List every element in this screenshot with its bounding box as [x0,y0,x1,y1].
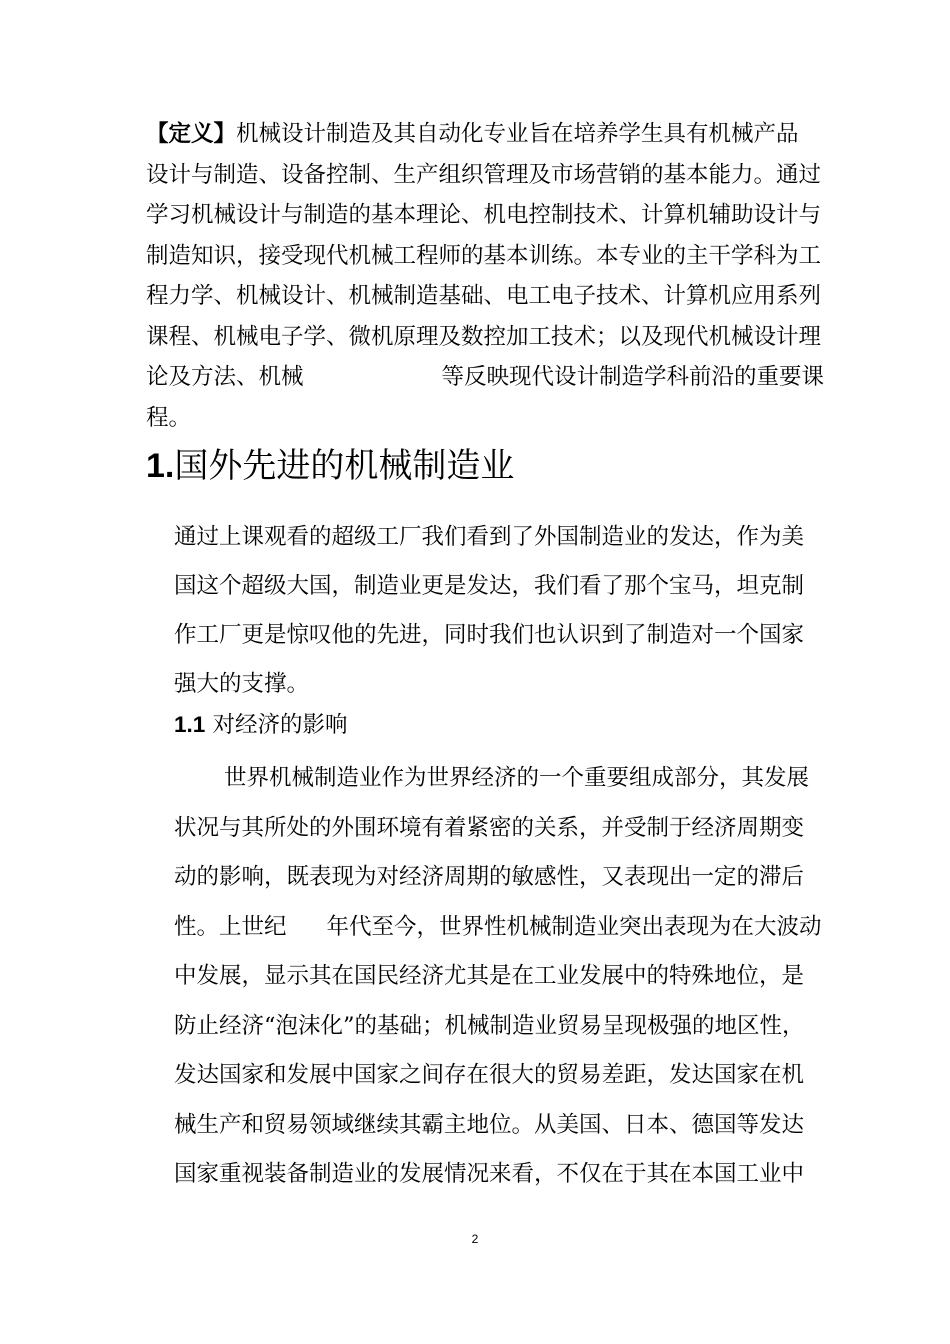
text-line: 程力学、机械设计、机械制造基础、电工电子技术、计算机应用系列 [146,283,822,309]
text-line: 国家重视装备制造业的发展情况来看，不仅在于其在本国工业中 [174,1161,805,1187]
text-span: 等反映现代设计制造学科前沿的重要课 [441,364,825,390]
text-line: 作工厂更是惊叹他的先进，同时我们也认识到了制造对一个国家 [174,622,805,648]
text-line: 程。 [146,404,192,431]
text-line: 械生产和贸易领域继续其霸主地位。从美国、日本、德国等发达 [174,1111,805,1138]
section-paragraph [174,513,814,709]
text-line: 学习机械设计与制造的基本理论、机电控制技术、计算机辅助设计与 [146,202,822,228]
subsection-title: 对经济的影响 [212,712,348,738]
text-line: 设计与制造、设备控制、生产组织管理及市场营销的基本能力。通过 [146,161,822,188]
text-line [174,903,822,953]
text-line: 课程、机械电子学、微机原理及数控加工技术；以及现代机械设计理 [146,323,822,350]
subsection-paragraph [174,754,822,1200]
text-line: 通过上课观看的超级工厂我们看到了外国制造业的发达，作为美 [174,524,805,550]
text-line [146,357,825,398]
text-line: 制造知识，接受现代机械工程师的基本训练。本专业的主干学科为工 [146,242,822,269]
text-line: 中发展，显示其在国民经济尤其是在工业发展中的特殊地位，是 [174,963,805,989]
text-span: 论及方法、机械 [146,364,304,390]
page-number: 2 [471,1232,479,1246]
definition-paragraph [146,114,825,438]
text-span: 年代至今，世界性机械制造业突出表现为在大波动 [326,913,822,940]
text-span: 机械设计制造及其自动化专业旨在培养学生具有机械产品 [236,121,799,147]
text-span: 世界机械制造业作为世界经济的一个重要组成部分，其发展 [224,765,810,791]
definition-tag: 【定义】 [146,121,237,147]
text-line [174,754,814,804]
section-number: 1. [146,447,175,485]
text-span: 性。上世纪 [174,913,287,940]
text-line: 国这个超级大国，制造业更是发达，我们看了那个宝马，坦克制 [174,573,805,599]
text-line: 状况与其所处的外围环境有着紧密的关系，并受制于经济周期变 [174,814,805,841]
text-line: 强大的支撑。 [174,671,310,697]
subsection-heading [174,705,347,745]
section-heading [146,440,514,492]
text-line: 防止经济“泡沫化”的基础；机械制造业贸易呈现极强的地区性， [174,1012,805,1039]
text-line: 动的影响，既表现为对经济周期的敏感性，又表现出一定的滞后 [174,864,805,890]
section-title: 国外先进的机械制造业 [174,446,515,486]
subsection-number: 1.1 [174,712,206,737]
text-line [146,114,811,155]
text-line: 发达国家和发展中国家之间存在很大的贸易差距，发达国家在机 [174,1062,805,1088]
